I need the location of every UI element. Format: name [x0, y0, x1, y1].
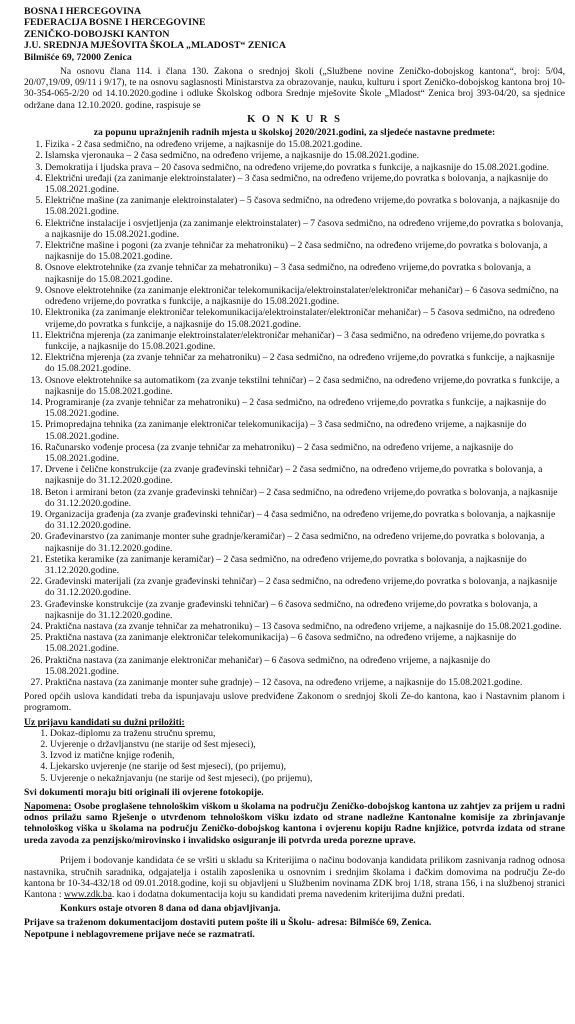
position-item: 9. Osnove elektrotehnike (za zanimanje elektroničar telekomunikacija/elektroinstalater/elektroničar mehaničar) – 6 časova sedmično, na određeno vrijeme,do povratka s funkcije, a najkasnije do 15.08.2021.godine. — [45, 285, 565, 307]
position-item: 13. Osnove elektrotehnike sa automatikom (za zvanje tekstilni tehničar) – 2 časa sedmično, na određeno vrijeme,do povratka s funkcije, a najkasnije do 15.08.2021.godine. — [45, 375, 565, 397]
position-item: 7. Električne mašine i pogoni (za zvanje tehničar za mehatroniku) – 2 časa sedmično, na određeno vrijeme,do povratka s bolovanja, a najkasnije do 15.08.2021.godine. — [45, 240, 565, 262]
position-item: 20. Građevinarstvo (za zanimanje monter suhe gradnje/keramičar) – 2 časa sedmično, na određeno vrijeme,do povratka s bolovanja, a najkasnije do 31.12.2020.godine. — [45, 531, 565, 553]
position-item: 2. Islamska vjeronauka – 2 časa sedmično, na određeno vrijeme, a najkasnije do 15.08.2021.godine. — [45, 150, 565, 161]
letterhead-school: J.U. SREDNJA MJEŠOVITA ŠKOLA „MLADOST“ ZENICA — [24, 40, 286, 52]
incomplete-applications-notice: Nepotpune i neblagovremene prijave neće se razmatrati. — [24, 928, 255, 940]
scoring-text: Prijem i bodovanje kandidata će se vršiti u skladu sa Kriterijima o načinu bodovanja kandidata prilikom zasnivanja radnog odnosa nastavnika, stručnih saradnika, odgajatelja i ostalih zaposlenika u osnovnim i srednjim školama i đačkim domovima na području Ze-do kantona br 10-34-432/18 od 09.01.2018.godine, koji su objavljeni u Službenim novinama ZDK broj 1/18, strana 156, i na službenoj stranici Kantona : — [24, 855, 565, 901]
position-item: 10. Elektronika (za zanimanje elektroničar telekomunikacija/elektroinstalater/elektroničar mehaničar) – 5 časova sedmično, na određeno vrijeme,do povratka s funkcije, a najkasnije do 15.08.2021.godine. — [45, 307, 565, 329]
position-item: 23. Građevinske konstrukcije (za zvanje građevinski tehničar) – 6 časova sedmično, na određeno vrijeme,do povratka s bolovanja, a najkasnije do 31.12.2020.godine. — [45, 599, 565, 621]
submission-notice — [24, 917, 565, 939]
position-item: 27. Praktična nastava (za zanimanje monter suhe gradnje) – 12 časova, na određeno vrijeme, a najkasnije do 15.08.2021.godine. — [45, 677, 565, 688]
position-item: 1. Fizika - 2 časa sedmično, na određeno vrijeme, a najkasnije do 15.08.2021.godine. — [45, 139, 565, 150]
position-item: 3. Demokratija i ljudska prava – 20 časova sedmično, na određeno vrijeme,do povratka s funkcije, a najkasnije do 15.08.2021.godine. — [45, 162, 565, 173]
open-period-notice: Konkurs ostaje otvoren 8 dana od dana objavljivanja. — [60, 903, 281, 915]
position-item: 11. Električna mjerenja (za zanimanje elektroinstalater/elektroničar mehaničar) – 3 časa sedmično, na određeno vrijeme,do povratka s funkcije, a najkasnije do 15.08.2021.godine. — [45, 330, 565, 352]
letterhead-federation: FEDERACIJA BOSNE I HERCEGOVINE — [24, 17, 206, 29]
note-paragraph — [24, 801, 565, 846]
document-item: 4. Ljekarsko uvjerenje (ne starije od šest mjeseci), (po prijemu), — [50, 761, 565, 772]
conditions-paragraph: Pored općih uslova kandidati treba da ispunjavaju uslove predviđene Zakonom o srednjoj školi Ze-do kantona, kao i Nastavnim planom i programom. — [24, 691, 565, 714]
letterhead-canton: ZENIČKO-DOBOJSKI KANTON — [24, 28, 170, 40]
position-item: 6. Električne instalacije i osvjetljenja (za zanimanje elektroinstalater) – 7 časova sedmično, na određeno vrijeme,do povratka s bolovanja, a najkasnije do 15.08.2021.godine. — [45, 218, 565, 240]
scoring-paragraph — [24, 855, 565, 900]
originals-notice: Svi dokumenti moraju biti originali ili ovjerene fotokopije. — [24, 786, 264, 798]
position-item: 18. Beton i armirani beton (za zvanje građevinski tehničar) – 2 časa sedmično, na određeno vrijeme,do povratka s bolovanja, a najkasnije do 31.12.2020.godine. — [45, 487, 565, 509]
note-label: Napomena: — [24, 801, 72, 813]
letterhead-address: Bilmišće 69, 72000 Zenica — [24, 51, 132, 63]
position-item: 24. Praktična nastava (za zvanje tehničar za mehatroniku) – 13 časova sedmično, na određeno vrijeme, a najkasnije do 15.08.2021.godine. — [45, 621, 565, 632]
document-item: 2. Uvjerenje o državljanstvu (ne starije od šest mjeseci), — [50, 739, 565, 750]
scoring-text-end: . kao i dodatna dokumentacija koju su kandidati prema navedenim kriterijima dužni predati. — [111, 889, 465, 901]
position-item: 17. Drvene i čelične konstrukcije (za zvanje građevinski tehničar) – 2 časa sedmično, na određeno vrijeme,do povratka s bolovanja, a najkasnije do 31.12.2020.godine. — [45, 464, 565, 486]
letterhead-country: BOSNA I HERCEGOVINA — [24, 6, 142, 17]
document-subtitle: za popunu upražnjenih radnih mjesta u školskoj 2020/2021.godini, za sljedeće nastavne predmete: — [93, 127, 496, 139]
position-item: 26. Praktična nastava (za zanimanje elektroničar mehaničar) – 6 časova sedmično, na određeno vrijeme, a najkasnije do 15.08.2021.godine. — [45, 655, 565, 677]
letterhead — [24, 6, 565, 63]
document-title: K O N K U R S — [247, 113, 342, 125]
document-item: 3. Izvod iz matične knjige rođenih, — [50, 750, 565, 761]
position-item: 16. Računarsko vođenje procesa (za zvanje tehničar za mehatroniku) – 2 časa sedmično, na određeno vrijeme, a najkasnije do 15.08.2021.godine. — [45, 442, 565, 464]
document-item: 5. Uvjerenje o nekažnjavanju (ne starije od šest mjeseci), (po prijemu), — [50, 773, 565, 784]
website-link[interactable]: www.zdk.ba — [63, 889, 112, 901]
note-text: Osobe proglašene tehnološkim viškom u školama na području Zeničko-dobojskog kantona uz zahtjev za prijem u radni odnos prilažu samo Rješenje o utvrđenom tehnološkom višku izdato od strane nadležne Kantonalne komisije za zbrinjavanje tehnološkog viška u školama na području Zeničko-dobojskog kantona i ovjerenu kopiju Radne knjižice, potvrda izdata od strane ureda zavoda za penzijsko/mirovinsko i invalidsko osiguranje ili potvrda ureda porezne uprave. — [24, 801, 565, 846]
position-item: 14. Programiranje (za zvanje tehničar za mehatroniku) – 2 časa sedmično, na određeno vrijeme,do povratka s funkcije, a najkasnije do 15.08.2021.godine. — [45, 397, 565, 419]
position-item: 12. Električna mjerenja (za zvanje tehničar za mehatroniku) – 2 časa sedmično, na određeno vrijeme,do povratka s funkcije, a najkasnije do 15.08.2021.godine. — [45, 352, 565, 374]
position-item: 19. Organizacija građenja (za zvanje građevinski tehničar) – 4 časa sedmično, na određeno vrijeme,do povratka s bolovanja, a najkasnije do 31.12.2020.godine. — [45, 509, 565, 531]
position-item: 15. Primopredajna tehnika (za zanimanje elektroničar telekomunikacija) – 3 časa sedmično, na određeno vrijeme, a najkasnije do 15.08.2021.godine. — [45, 419, 565, 441]
position-item: 4. Električni uređaji (za zanimanje elektroinstalater) – 3 časa sedmično, na određeno vrijeme,do povratka s bolovanja, a najkasnije do 15.08.2021.godine. — [45, 173, 565, 195]
document-item: 1. Dokaz-diplomu za traženu stručnu spremu, — [50, 728, 565, 739]
position-item: 5. Električne mašine (za zanimanje elektroinstalater) – 5 časova sedmično, na određeno vrijeme,do povratka s bolovanja, a najkasnije do 15.08.2021.godine. — [45, 195, 565, 217]
documents-heading: Uz prijavu kandidati su dužni priložiti: — [24, 716, 185, 728]
position-item: 22. Građevinski materijali (za zvanje građevinski tehničar) – 2 časa sedmično, na određeno vrijeme,do povratka s bolovanja, a najkasnije do 31.12.2020.godine. — [45, 576, 565, 598]
position-item: 21. Estetika keramike (za zanimanje keramičar) – 2 časa sedmično, na određeno vrijeme,do povratka s bolovanja, a najkasnije do 31.12.2020.godine. — [45, 554, 565, 576]
position-item: 8. Osnove elektrotehnike (za zvanje tehničar za mehatroniku) – 3 časa sedmično, na određeno vrijeme,do povratka s bolovanja, a najkasnije do 15.08.2021.godine. — [45, 262, 565, 284]
documents-list — [24, 728, 565, 784]
intro-paragraph: Na osnovu člana 114. i člana 130. Zakona o srednjoj školi („Službene novine Zeničko-dobojskog kantona“, broj: 5/04, 20/07,19/09, 09/11 i 9/17), te na osnovu saglasnosti Ministarstva za obrazovanje, nauku, kulturu i sport Zeničko-dobojskog kantona broj 10-30-354-065-2/20 od 14.10.2020.godine i odluke Školskog odbora Srednje mješovite Škole „Mladost“ Zenica broj 393-04/20, sa sjednice održane dana 12.10.2020. godine, raspisuje se — [24, 66, 565, 111]
submission-address: Prijave sa traženom dokumentacijom dostaviti putem pošte ili u Školu- adresa: Bilmišće 69, Zenica. — [24, 917, 432, 929]
positions-list — [24, 139, 565, 688]
position-item: 25. Praktična nastava (za zanimanje elektroničar telekomunikacija) – 6 časova sedmično, na određeno vrijeme, a najkasnije do 15.08.2021.godine. — [45, 632, 565, 654]
